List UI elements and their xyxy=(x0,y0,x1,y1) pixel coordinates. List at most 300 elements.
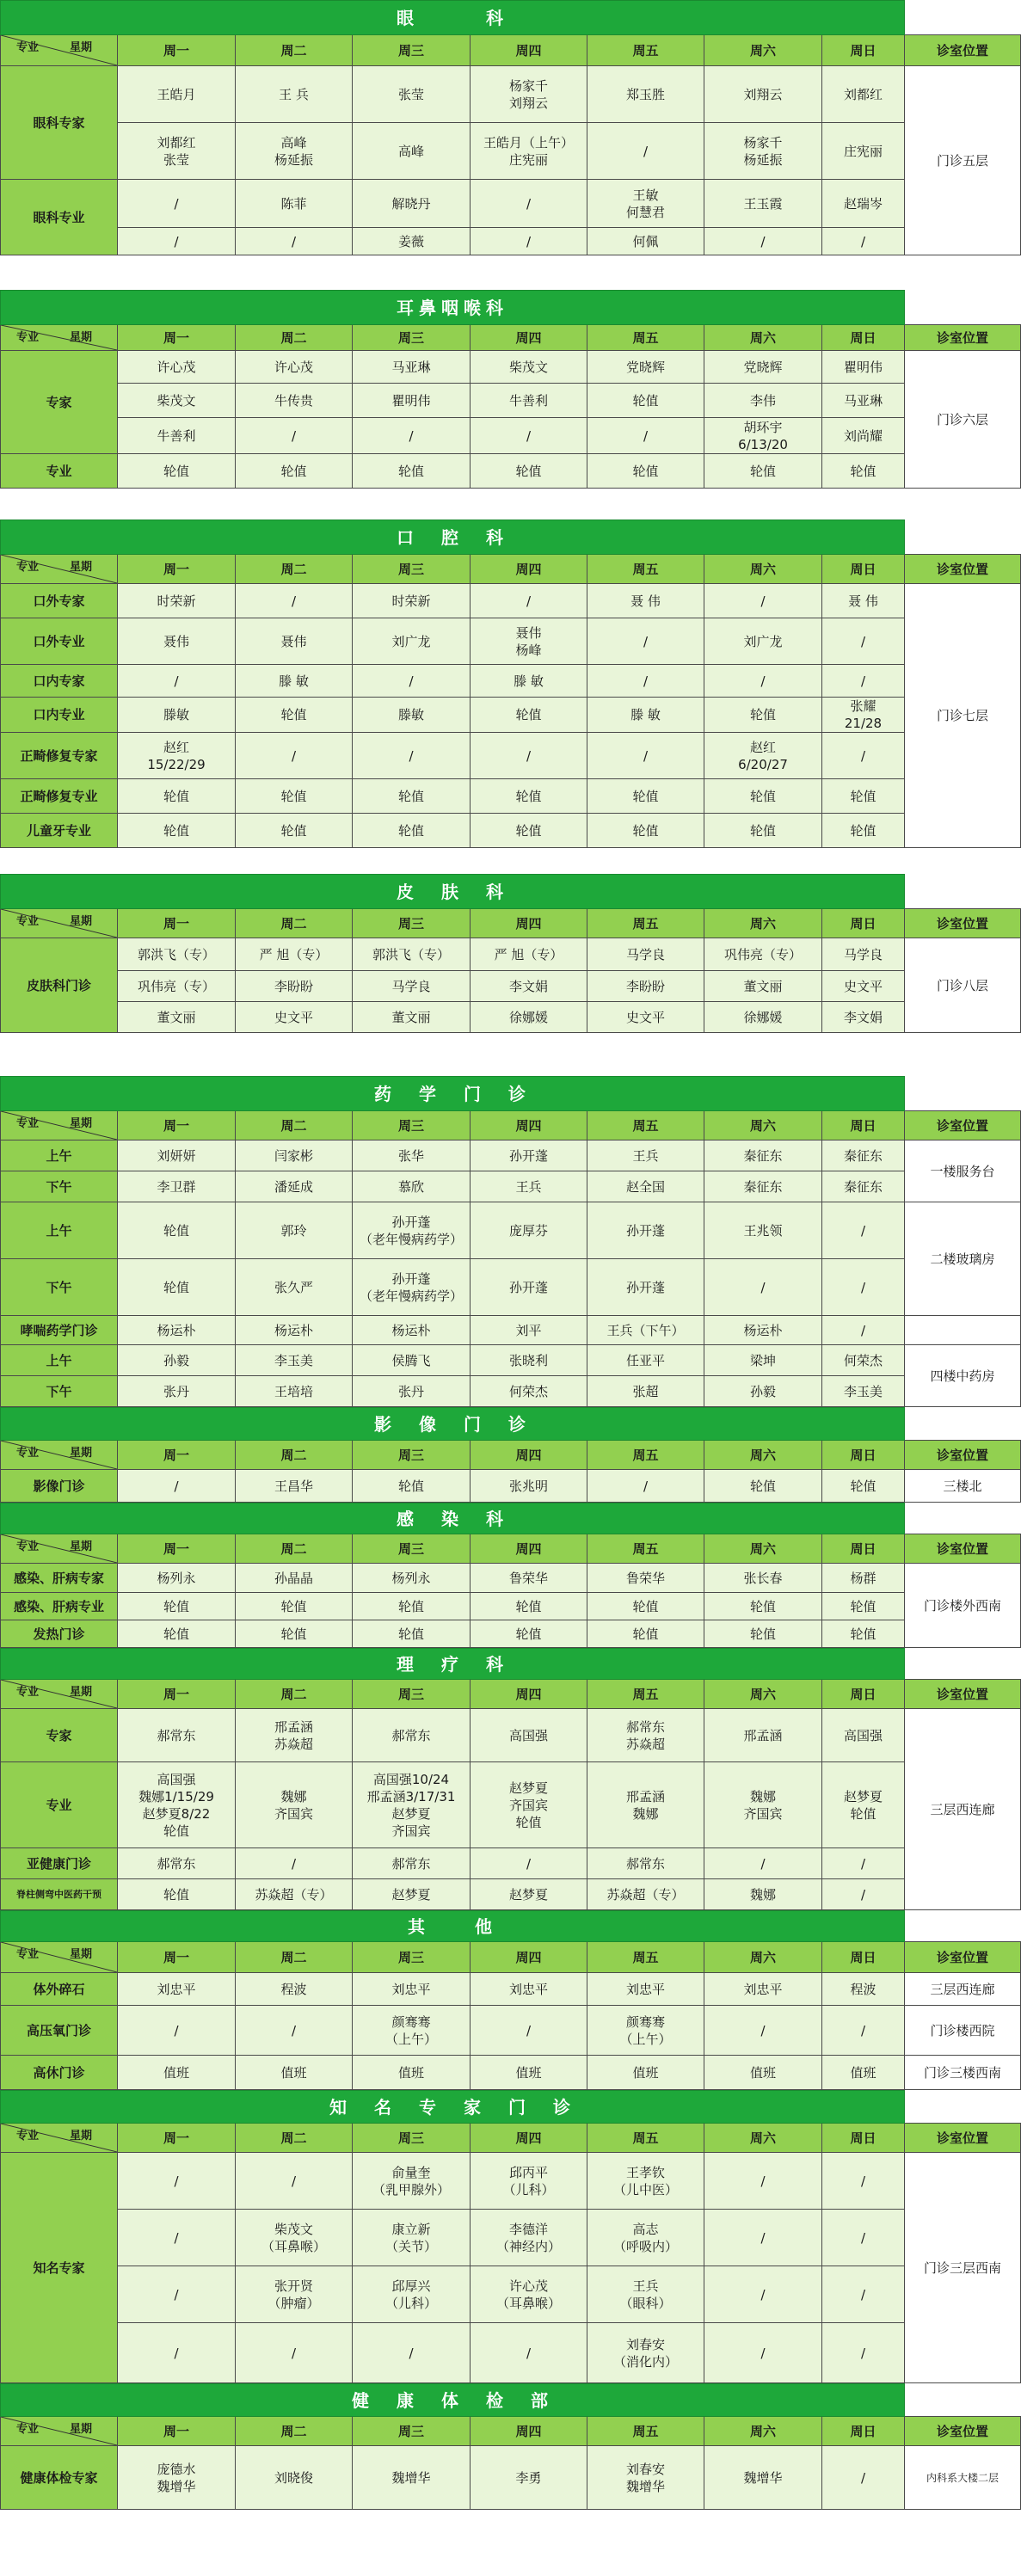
header-day: 周二 xyxy=(236,35,353,66)
schedule-cell: / xyxy=(704,2153,822,2210)
room-location: 门诊五层 xyxy=(905,66,1021,255)
header-day: 周五 xyxy=(587,555,704,584)
header-day: 周三 xyxy=(353,325,471,351)
schedule-cell: 轮值 xyxy=(236,1593,353,1620)
header-corner xyxy=(1,1534,118,1564)
schedule-cell: 轮值 xyxy=(118,1202,236,1259)
row-label: 上午 xyxy=(1,1140,118,1171)
corner-label-weekday: 星期 xyxy=(70,41,93,54)
header-day: 周六 xyxy=(704,555,822,584)
schedule-cell: 邢孟涵 苏焱超 xyxy=(236,1709,353,1762)
schedule-cell: 值班 xyxy=(587,2056,704,2090)
schedule-cell: / xyxy=(471,2006,587,2056)
header-day: 周二 xyxy=(236,909,353,938)
corner-label-specialty: 专业 xyxy=(16,1447,40,1460)
header-day: 周五 xyxy=(587,909,704,938)
table-row xyxy=(1,1620,1021,1648)
schedule-cell: 轮值 xyxy=(236,814,353,848)
table-row xyxy=(1,1345,1021,1376)
room-location: 四楼中药房 xyxy=(905,1345,1021,1407)
section-table xyxy=(0,2090,1021,2383)
schedule-cell: / xyxy=(471,418,587,454)
table-row xyxy=(1,351,1021,384)
schedule-cell: 郝常东 xyxy=(353,1848,471,1879)
schedule-cell: 庞厚芬 xyxy=(471,1202,587,1259)
schedule-cell: 值班 xyxy=(471,2056,587,2090)
header-day: 周三 xyxy=(353,1441,471,1470)
corner-label-specialty: 专业 xyxy=(16,1117,40,1130)
row-label: 下午 xyxy=(1,1171,118,1202)
schedule-cell: 解晓丹 xyxy=(353,180,471,228)
schedule-cell: 李盼盼 xyxy=(587,971,704,1002)
header-location: 诊室位置 xyxy=(905,909,1021,938)
schedule-cell: 王敏 何慧君 xyxy=(587,180,704,228)
header-day: 周二 xyxy=(236,2417,353,2446)
schedule-cell: / xyxy=(822,733,905,779)
schedule-cell: 轮值 xyxy=(353,1620,471,1648)
schedule-cell: 苏焱超（专） xyxy=(236,1879,353,1910)
row-label: 眼科专家 xyxy=(1,66,118,180)
schedule-cell: / xyxy=(236,1848,353,1879)
schedule-cell: 刘尚耀 xyxy=(822,418,905,454)
table-row xyxy=(1,2323,1021,2383)
schedule-cell: 王玉霞 xyxy=(704,180,822,228)
schedule-cell: 许心茂 （耳鼻喉） xyxy=(471,2266,587,2323)
section-table xyxy=(0,1648,1021,1910)
corner-label-specialty: 专业 xyxy=(16,41,40,54)
section-gap xyxy=(0,255,1021,290)
header-day: 周三 xyxy=(353,555,471,584)
table-row xyxy=(1,698,1021,733)
schedule-cell: 轮值 xyxy=(587,384,704,418)
section-table xyxy=(0,520,1021,848)
header-day: 周一 xyxy=(118,1441,236,1470)
row-label: 知名专家 xyxy=(1,2153,118,2383)
schedule-cell: 轮值 xyxy=(704,1620,822,1648)
header-day: 周五 xyxy=(587,325,704,351)
schedule-cell: 杨家千 刘翔云 xyxy=(471,66,587,123)
schedule-cell: 赵梦夏 xyxy=(353,1879,471,1910)
section-title: 口 腔 科 xyxy=(1,520,905,555)
table-row xyxy=(1,1376,1021,1407)
schedule-cell: 李文娟 xyxy=(822,1002,905,1033)
schedule-cell: 刘都红 xyxy=(822,66,905,123)
table-row xyxy=(1,938,1021,971)
header-day: 周日 xyxy=(822,2124,905,2153)
schedule-cell: 轮值 xyxy=(822,1593,905,1620)
header-day: 周一 xyxy=(118,1111,236,1140)
section-title: 其 他 xyxy=(1,1911,905,1942)
table-row xyxy=(1,665,1021,698)
row-label: 正畸修复专家 xyxy=(1,733,118,779)
table-row xyxy=(1,1171,1021,1202)
schedule-cell: / xyxy=(587,665,704,698)
schedule-cell: / xyxy=(471,2323,587,2383)
header-day: 周日 xyxy=(822,1111,905,1140)
schedule-cell: / xyxy=(118,2323,236,2383)
schedule-cell: 邱厚兴 （儿科） xyxy=(353,2266,471,2323)
header-corner xyxy=(1,1680,118,1709)
schedule-cell: 孙开蓬 xyxy=(471,1259,587,1316)
section-table xyxy=(0,874,1021,1033)
header-day: 周五 xyxy=(587,1534,704,1564)
section-table xyxy=(0,1407,1021,1503)
schedule-cell: 王兵 xyxy=(587,1140,704,1171)
header-day: 周五 xyxy=(587,35,704,66)
header-day: 周六 xyxy=(704,1680,822,1709)
schedule-cell: 轮值 xyxy=(236,1620,353,1648)
header-corner xyxy=(1,325,118,351)
schedule-cell: / xyxy=(704,2210,822,2266)
room-location: 三层西连廊 xyxy=(905,1973,1021,2006)
schedule-cell: 王皓月（上午） 庄宪丽 xyxy=(471,123,587,180)
schedule-cell: 轮值 xyxy=(704,779,822,814)
section-title: 感 染 科 xyxy=(1,1503,905,1534)
schedule-cell: 魏增华 xyxy=(353,2446,471,2510)
schedule-cell: 党晓辉 xyxy=(587,351,704,384)
schedule-cell: 李勇 xyxy=(471,2446,587,2510)
schedule-cell: 孙开蓬 xyxy=(587,1202,704,1259)
schedule-cell: 轮值 xyxy=(118,1620,236,1648)
header-day: 周六 xyxy=(704,2417,822,2446)
header-day: 周四 xyxy=(471,2124,587,2153)
header-day: 周二 xyxy=(236,2124,353,2153)
table-row xyxy=(1,1848,1021,1879)
section-title: 知 名 专 家 门 诊 xyxy=(1,2091,905,2124)
schedule-cell: 郭玲 xyxy=(236,1202,353,1259)
corner-label-weekday: 星期 xyxy=(70,1447,93,1460)
schedule-cell: 秦征东 xyxy=(704,1140,822,1171)
row-label: 上午 xyxy=(1,1202,118,1259)
schedule-cell: 庞德水 魏增华 xyxy=(118,2446,236,2510)
row-label: 儿童牙专业 xyxy=(1,814,118,848)
schedule-cell: 赵红 6/20/27 xyxy=(704,733,822,779)
schedule-cell: 李伟 xyxy=(704,384,822,418)
schedule-cell: 严 旭（专） xyxy=(236,938,353,971)
section-table xyxy=(0,1910,1021,2090)
header-day: 周五 xyxy=(587,1111,704,1140)
row-label: 哮喘药学门诊 xyxy=(1,1316,118,1345)
table-row xyxy=(1,1879,1021,1910)
schedule-cell: 许心茂 xyxy=(236,351,353,384)
schedule-cell: 聂伟 xyxy=(118,618,236,665)
schedule-cell: 时荣新 xyxy=(118,584,236,618)
header-day: 周三 xyxy=(353,2124,471,2153)
row-label: 健康体检专家 xyxy=(1,2446,118,2510)
room-location: 门诊三层西南 xyxy=(905,2153,1021,2383)
room-location: 三楼北 xyxy=(905,1470,1021,1503)
header-day: 周一 xyxy=(118,1942,236,1973)
schedule-cell: 张超 xyxy=(587,1376,704,1407)
schedule-cell: 高国强 魏娜1/15/29 赵梦夏8/22 轮值 xyxy=(118,1762,236,1848)
row-label: 脊柱侧弯中医药干预 xyxy=(1,1879,118,1910)
table-row xyxy=(1,454,1021,489)
header-location: 诊室位置 xyxy=(905,325,1021,351)
schedule-cell: / xyxy=(587,1470,704,1503)
header-corner xyxy=(1,1942,118,1973)
schedule-cell: 史文平 xyxy=(236,1002,353,1033)
schedule-cell: 滕 敏 xyxy=(471,665,587,698)
schedule-cell: 许心茂 xyxy=(118,351,236,384)
schedule-cell: 李德洋 （神经内） xyxy=(471,2210,587,2266)
schedule-cell: / xyxy=(236,584,353,618)
schedule-cell: 康立新 （关节） xyxy=(353,2210,471,2266)
schedule-cell: 秦征东 xyxy=(822,1140,905,1171)
header-day: 周四 xyxy=(471,325,587,351)
header-day: 周二 xyxy=(236,1441,353,1470)
table-row xyxy=(1,180,1021,228)
header-day: 周一 xyxy=(118,35,236,66)
row-label: 专家 xyxy=(1,1709,118,1762)
section-gap xyxy=(0,1033,1021,1076)
schedule-cell: 轮值 xyxy=(353,1593,471,1620)
schedule-cell: 滕敏 xyxy=(118,698,236,733)
schedule-cell: / xyxy=(822,1259,905,1316)
schedule-cell: 马学良 xyxy=(353,971,471,1002)
schedule-cell: 张晓利 xyxy=(471,1345,587,1376)
schedule-cell: 郭洪飞（专） xyxy=(353,938,471,971)
schedule-cell: 轮值 xyxy=(118,814,236,848)
schedule-cell: 颜骞骞 （上午） xyxy=(353,2006,471,2056)
schedule-cell: 孙毅 xyxy=(704,1376,822,1407)
schedule-cell: 柴茂文 （耳鼻喉） xyxy=(236,2210,353,2266)
schedule-cell: 张莹 xyxy=(353,66,471,123)
header-day: 周三 xyxy=(353,1942,471,1973)
schedule-cell: 程波 xyxy=(236,1973,353,2006)
schedule-cell: 瞿明伟 xyxy=(353,384,471,418)
table-row xyxy=(1,418,1021,454)
schedule-cell: 滕 敏 xyxy=(236,665,353,698)
schedule-cell: 马学良 xyxy=(587,938,704,971)
table-row xyxy=(1,1259,1021,1316)
schedule-cell: 王培培 xyxy=(236,1376,353,1407)
schedule-cell: 马亚琳 xyxy=(822,384,905,418)
header-day: 周五 xyxy=(587,2124,704,2153)
schedule-cell: / xyxy=(822,2323,905,2383)
header-corner xyxy=(1,35,118,66)
schedule-cell: 轮值 xyxy=(118,1259,236,1316)
schedule-cell: 俞量奎 （乳甲腺外） xyxy=(353,2153,471,2210)
header-day: 周二 xyxy=(236,1534,353,1564)
schedule-cell: 牛善利 xyxy=(471,384,587,418)
row-label: 专家 xyxy=(1,351,118,454)
room-location xyxy=(905,1316,1021,1345)
schedule-cell: / xyxy=(587,618,704,665)
table-row xyxy=(1,1709,1021,1762)
schedule-cell: 郝常东 xyxy=(118,1709,236,1762)
schedule-cell: 轮值 xyxy=(471,814,587,848)
schedule-cell: 闫家彬 xyxy=(236,1140,353,1171)
schedule-cell: / xyxy=(118,2006,236,2056)
schedule-cell: 张久严 xyxy=(236,1259,353,1316)
header-day: 周五 xyxy=(587,2417,704,2446)
schedule-cell: 刘忠平 xyxy=(471,1973,587,2006)
header-day: 周五 xyxy=(587,1942,704,1973)
corner-label-weekday: 星期 xyxy=(70,1117,93,1130)
header-day: 周二 xyxy=(236,1942,353,1973)
schedule-cell: 王兆领 xyxy=(704,1202,822,1259)
header-corner xyxy=(1,1441,118,1470)
header-day: 周日 xyxy=(822,325,905,351)
section-table xyxy=(0,1503,1021,1648)
row-label: 口内专业 xyxy=(1,698,118,733)
schedule-cell: 轮值 xyxy=(704,698,822,733)
row-label: 感染、肝病专业 xyxy=(1,1593,118,1620)
schedule-cell: 高国强10/24 邢孟涵3/17/31 赵梦夏 齐国宾 xyxy=(353,1762,471,1848)
schedule-cell: 杨运朴 xyxy=(704,1316,822,1345)
schedule-cell: 董文丽 xyxy=(704,971,822,1002)
schedule-cell: 郝常东 xyxy=(353,1709,471,1762)
schedule-cell: 秦征东 xyxy=(704,1171,822,1202)
schedule-cell: 张华 xyxy=(353,1140,471,1171)
header-location: 诊室位置 xyxy=(905,1534,1021,1564)
schedule-cell: / xyxy=(236,2006,353,2056)
header-day: 周日 xyxy=(822,35,905,66)
schedule-cell: / xyxy=(353,418,471,454)
schedule-cell: 高国强 xyxy=(822,1709,905,1762)
corner-label-specialty: 专业 xyxy=(16,1540,40,1553)
section-table xyxy=(0,290,1021,489)
header-day: 周日 xyxy=(822,1680,905,1709)
row-label: 亚健康门诊 xyxy=(1,1848,118,1879)
header-corner xyxy=(1,2124,118,2153)
schedule-cell: 董文丽 xyxy=(353,1002,471,1033)
header-day: 周一 xyxy=(118,909,236,938)
section-table xyxy=(0,0,1021,255)
schedule-cell: 杨列永 xyxy=(353,1564,471,1593)
section-title: 皮 肤 科 xyxy=(1,875,905,909)
schedule-cell: 刘忠平 xyxy=(587,1973,704,2006)
header-day: 周一 xyxy=(118,1680,236,1709)
header-corner xyxy=(1,555,118,584)
row-label: 影像门诊 xyxy=(1,1470,118,1503)
header-location: 诊室位置 xyxy=(905,1680,1021,1709)
header-day: 周一 xyxy=(118,2124,236,2153)
header-location: 诊室位置 xyxy=(905,555,1021,584)
schedule-cell: 赵红 15/22/29 xyxy=(118,733,236,779)
schedule-cell: / xyxy=(118,1470,236,1503)
schedule-cell: 值班 xyxy=(118,2056,236,2090)
section-title: 耳鼻咽喉科 xyxy=(1,291,905,325)
schedule-cell: 潘延成 xyxy=(236,1171,353,1202)
table-row xyxy=(1,2006,1021,2056)
schedule-cell: 轮值 xyxy=(118,1593,236,1620)
schedule-cell: 轮值 xyxy=(587,1620,704,1648)
schedule-cell: 胡环宇 6/13/20 xyxy=(704,418,822,454)
schedule-cell: 史文平 xyxy=(822,971,905,1002)
table-row xyxy=(1,1973,1021,2006)
schedule-cell: 刘晓俊 xyxy=(236,2446,353,2510)
section-title: 眼 科 xyxy=(1,1,905,35)
section-table xyxy=(0,1076,1021,1407)
schedule-cell: / xyxy=(704,2323,822,2383)
header-day: 周日 xyxy=(822,2417,905,2446)
room-location: 门诊三楼西南 xyxy=(905,2056,1021,2090)
header-day: 周三 xyxy=(353,2417,471,2446)
schedule-cell: 李玉美 xyxy=(236,1345,353,1376)
table-row xyxy=(1,2446,1021,2510)
schedule-cell: / xyxy=(587,123,704,180)
schedule-cell: 董文丽 xyxy=(118,1002,236,1033)
schedule-cell: 王孝钦 （儿中医） xyxy=(587,2153,704,2210)
schedule-cell: 徐娜媛 xyxy=(471,1002,587,1033)
corner-label-weekday: 星期 xyxy=(70,2423,93,2436)
schedule-cell: 严 旭（专） xyxy=(471,938,587,971)
table-row xyxy=(1,584,1021,618)
schedule-cell: 刘春安 （消化内） xyxy=(587,2323,704,2383)
schedule-cell: 徐娜媛 xyxy=(704,1002,822,1033)
schedule-cell: 庄宪丽 xyxy=(822,123,905,180)
header-day: 周一 xyxy=(118,1534,236,1564)
room-location: 三层西连廊 xyxy=(905,1709,1021,1910)
header-day: 周二 xyxy=(236,1680,353,1709)
schedule-cell: / xyxy=(704,228,822,255)
schedule-cell: 巩伟亮（专） xyxy=(704,938,822,971)
schedule-cell: / xyxy=(236,2153,353,2210)
schedule-cell: 邱丙平 （儿科） xyxy=(471,2153,587,2210)
schedule-cell: 何佩 xyxy=(587,228,704,255)
schedule-cell: / xyxy=(236,2323,353,2383)
schedule-cell: / xyxy=(471,1848,587,1879)
schedule-cell: 轮值 xyxy=(704,454,822,489)
corner-label-weekday: 星期 xyxy=(70,915,93,928)
row-label: 专业 xyxy=(1,454,118,489)
schedule-cell: 郝常东 苏焱超 xyxy=(587,1709,704,1762)
schedule-cell: / xyxy=(118,665,236,698)
schedule-cell: / xyxy=(118,2210,236,2266)
row-label: 口外专家 xyxy=(1,584,118,618)
schedule-cell: 轮值 xyxy=(587,779,704,814)
schedule-cell: 滕敏 xyxy=(353,698,471,733)
table-row xyxy=(1,2266,1021,2323)
header-corner xyxy=(1,2417,118,2446)
schedule-cell: 郝常东 xyxy=(118,1848,236,1879)
schedule-cell: 赵梦夏 轮值 xyxy=(822,1762,905,1848)
schedule-cell: / xyxy=(822,2446,905,2510)
schedule-cell: / xyxy=(587,733,704,779)
schedule-cell: / xyxy=(118,180,236,228)
row-label: 专业 xyxy=(1,1762,118,1848)
schedule-cell: 高峰 xyxy=(353,123,471,180)
schedule-cell: / xyxy=(822,1316,905,1345)
schedule-cell: 牛传贵 xyxy=(236,384,353,418)
schedule-cell: 杨运朴 xyxy=(353,1316,471,1345)
header-day: 周六 xyxy=(704,1942,822,1973)
schedule-cell: / xyxy=(236,733,353,779)
schedule-cell: 张长春 xyxy=(704,1564,822,1593)
schedule-cell: 轮值 xyxy=(587,814,704,848)
header-day: 周三 xyxy=(353,909,471,938)
schedule-cell: / xyxy=(822,2153,905,2210)
schedule-cell: 轮值 xyxy=(118,1879,236,1910)
schedule-cell: 李玉美 xyxy=(822,1376,905,1407)
schedule-cell: 轮值 xyxy=(353,1470,471,1503)
room-location: 门诊八层 xyxy=(905,938,1021,1033)
schedule-cell: 李盼盼 xyxy=(236,971,353,1002)
schedule-cell: / xyxy=(236,228,353,255)
schedule-cell: 轮值 xyxy=(822,454,905,489)
schedule-cell: 马亚琳 xyxy=(353,351,471,384)
schedule-cell: 孙毅 xyxy=(118,1345,236,1376)
schedule-cell: 轮值 xyxy=(704,814,822,848)
table-row xyxy=(1,1762,1021,1848)
schedule-cell: 孙开蓬 （老年慢病药学） xyxy=(353,1202,471,1259)
schedule-cell: 郭洪飞（专） xyxy=(118,938,236,971)
schedule-cell: 轮值 xyxy=(236,454,353,489)
schedule-cell: 鲁荣华 xyxy=(471,1564,587,1593)
schedule-cell: 时荣新 xyxy=(353,584,471,618)
schedule-cell: / xyxy=(353,733,471,779)
